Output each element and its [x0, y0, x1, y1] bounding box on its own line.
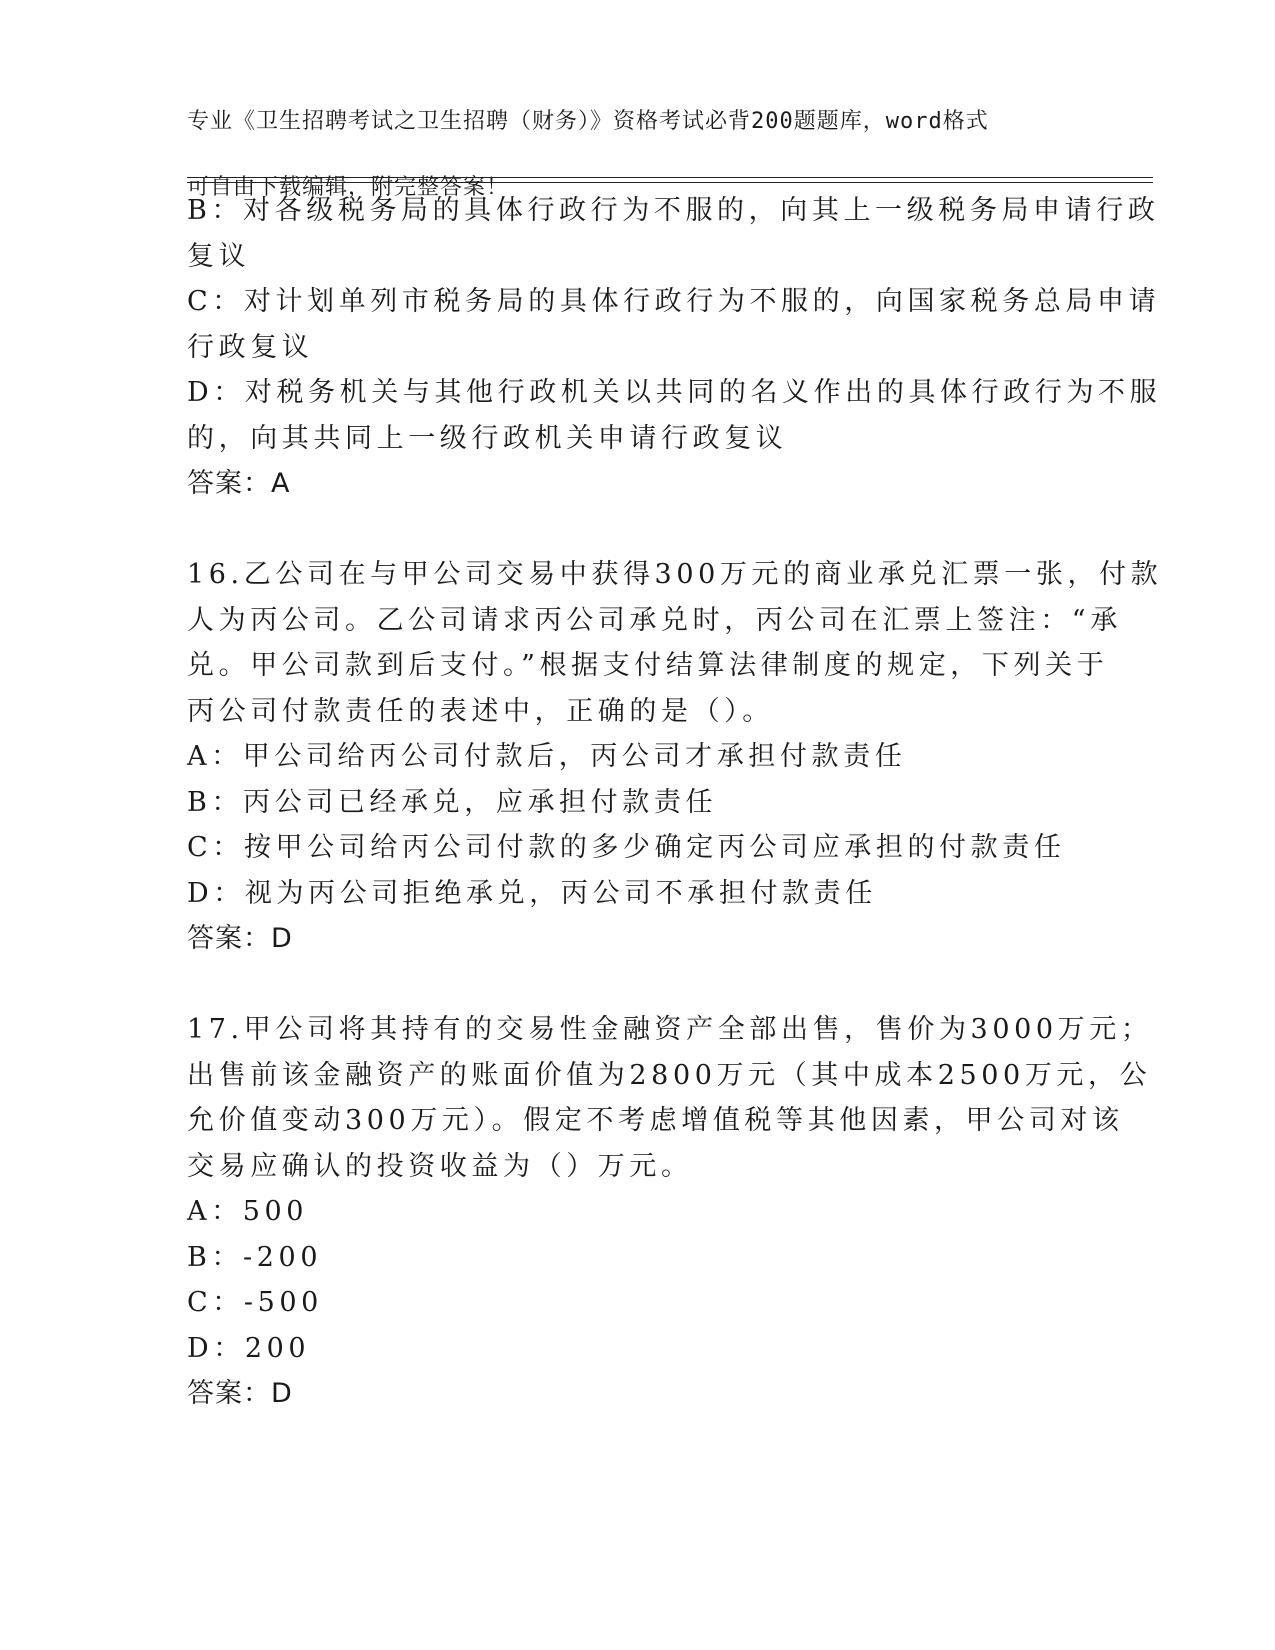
- header-divider-bottom: [187, 182, 1153, 183]
- q15-option-b-line-1: B：对各级税务局的具体行政行为不服的，向其上一级税务局申请行政: [187, 195, 1160, 226]
- q16-stem-line-4: 丙公司付款责任的表述中，正确的是（）。: [187, 695, 774, 727]
- q17-answer: 答案：D: [187, 1378, 293, 1409]
- q17-option-a: A：500: [187, 1196, 309, 1227]
- q15-option-c-line-2: 行政复议: [187, 331, 314, 363]
- q15-option-b-line-2: 复议: [187, 240, 251, 272]
- question-17-block: [187, 1007, 1153, 1417]
- q17-option-d: D：200: [187, 1332, 311, 1364]
- header-divider-top: [187, 177, 1153, 178]
- q16-option-a: A：甲公司给丙公司付款后，丙公司才承担付款责任: [187, 741, 907, 772]
- header-title-line-1: 专业《卫生招聘考试之卫生招聘（财务）》资格考试必背200题题库，word格式: [187, 109, 989, 134]
- q15-option-d-line-1: D：对税务机关与其他行政机关以共同的名义作出的具体行政行为不服: [187, 377, 1162, 408]
- q15-option-d-line-2: 的，向其共同上一级行政机关申请行政复议: [187, 422, 788, 454]
- q16-option-b: B：丙公司已经承兑，应承担付款责任: [187, 786, 718, 818]
- q16-option-d: D：视为丙公司拒绝承兑，丙公司不承担付款责任: [187, 877, 877, 909]
- question-content: [187, 188, 1163, 1417]
- q16-answer: 答案：D: [187, 923, 293, 954]
- q15-answer: 答案：A: [187, 468, 291, 499]
- q16-stem-line-3: 兑。甲公司款到后支付。”根据支付结算法律制度的规定，下列关于: [187, 650, 1109, 681]
- q17-stem-line-3: 允价值变动300万元）。假定不考虑增值税等其他因素，甲公司对该: [187, 1105, 1124, 1136]
- q15-option-c-line-1: C：对计划单列市税务局的具体行政行为不服的，向国家税务总局申请: [187, 286, 1161, 317]
- q17-option-b: B：-200: [187, 1241, 323, 1273]
- q17-stem-line-1: 17.甲公司将其持有的交易性金融资产全部出售，售价为3000万元；: [187, 1014, 1153, 1045]
- q16-stem-line-1: 16.乙公司在与甲公司交易中获得300万元的商业承兑汇票一张，付款: [187, 559, 1163, 590]
- q17-stem-line-4: 交易应确认的投资收益为（）万元。: [187, 1150, 693, 1182]
- question-spacer: [187, 962, 1087, 1008]
- q17-option-c: C：-500: [187, 1287, 323, 1318]
- q17-stem-line-2: 出售前该金融资产的账面价值为2800万元（其中成本2500万元，公: [187, 1059, 1152, 1091]
- q16-option-c: C：按甲公司给丙公司付款的多少确定丙公司应承担的付款责任: [187, 832, 1066, 863]
- question-spacer: [187, 507, 1087, 553]
- question-15-block: [187, 188, 1162, 507]
- header-title-line-2: 可自由下载编辑，附完整答案！: [187, 175, 510, 200]
- question-16-block: [187, 552, 1163, 962]
- q16-stem-line-2: 人为丙公司。乙公司请求丙公司承兑时，丙公司在汇票上签注：“承: [187, 604, 1122, 636]
